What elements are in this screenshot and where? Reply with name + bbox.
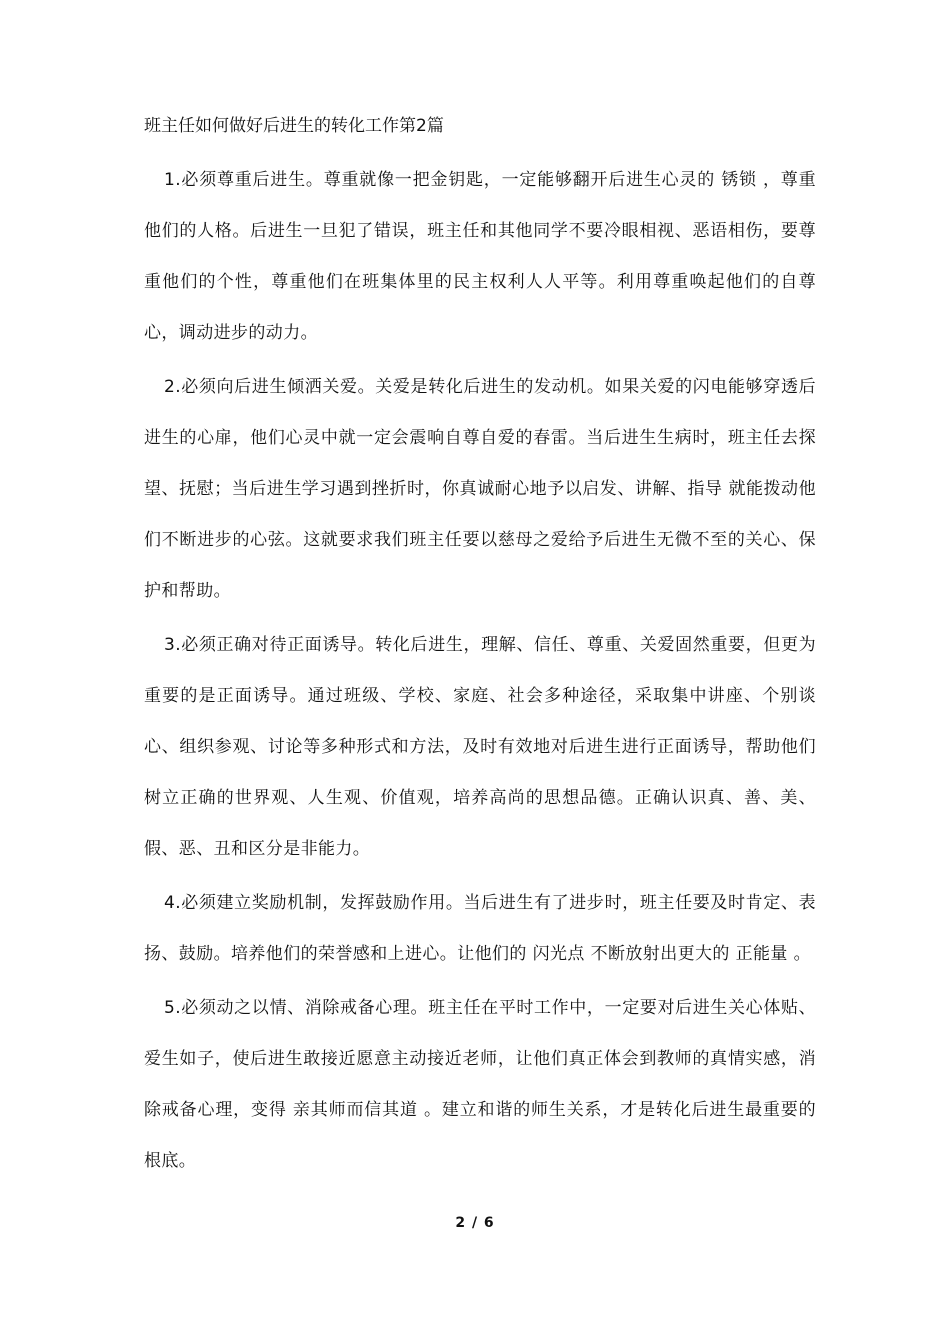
paragraph-2: 2.必须向后进生倾洒关爱。关爱是转化后进生的发动机。如果关爱的闪电能够穿透后进生的心扉，他们心灵中就一定会震响自尊自爱的春雷。当后进生生病时，班主任去探望、抚慰；当后进生学习遇到挫折时，你真诚耐心地予以启发、讲解、指导 就能拨动他们不断进步的心弦。这就要求我们班主任要以慈母之爱给予后进生无微不至的关心、保护和帮助。 bbox=[144, 377, 816, 601]
document-title: 班主任如何做好后进生的转化工作第2篇 bbox=[144, 116, 444, 136]
paragraph-1: 1.必须尊重后进生。尊重就像一把金钥匙，一定能够翻开后进生心灵的 锈锁 ，尊重他们的人格。后进生一旦犯了错误，班主任和其他同学不要冷眼相视、恶语相伤，要尊重他们的个性，尊重他们在班集体里的民主权利人人平等。利用尊重唤起他们的自尊心，调动进步的动力。 bbox=[144, 170, 816, 343]
paragraph-3: 3.必须正确对待正面诱导。转化后进生，理解、信任、尊重、关爱固然重要，但更为重要的是正面诱导。通过班级、学校、家庭、社会多种途径，采取集中讲座、个别谈心、组织参观、讨论等多种形式和方法，及时有效地对后进生进行正面诱导，帮助他们树立正确的世界观、人生观、价值观，培养高尚的思想品德。正确认识真、善、美、假、恶、丑和区分是非能力。 bbox=[144, 635, 816, 859]
document-body bbox=[144, 155, 816, 1190]
paragraph-5: 5.必须动之以情、消除戒备心理。班主任在平时工作中，一定要对后进生关心体贴、爱生如子，使后进生敢接近愿意主动接近老师，让他们真正体会到教师的真情实感，消除戒备心理，变得 亲其师而信其道 。建立和谐的师生关系，才是转化后进生最重要的根底。 bbox=[144, 998, 816, 1171]
paragraph-4: 4.必须建立奖励机制，发挥鼓励作用。当后进生有了进步时，班主任要及时肯定、表扬、鼓励。培养他们的荣誉感和上进心。让他们的 闪光点 不断放射出更大的 正能量 。 bbox=[144, 893, 816, 964]
page-number: 2 / 6 bbox=[455, 1215, 495, 1231]
